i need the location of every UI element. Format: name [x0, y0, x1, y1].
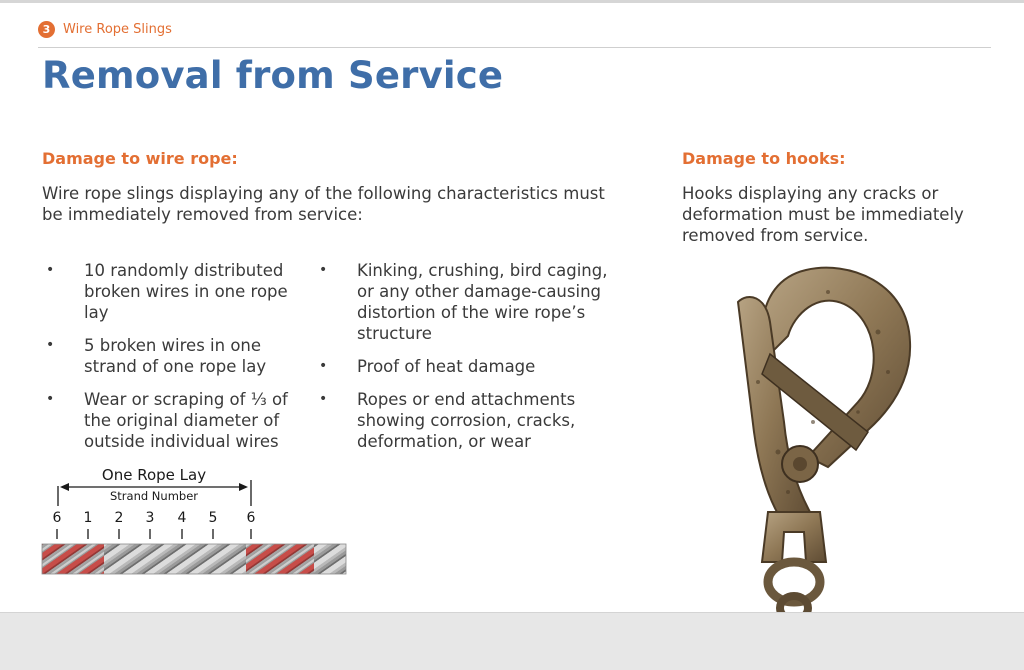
top-border	[0, 0, 1024, 3]
section-name: Wire Rope Slings	[63, 22, 172, 37]
strand-number-label: Strand Number	[109, 489, 199, 503]
damaged-hook-image	[718, 262, 928, 614]
section-number-badge: 3	[38, 21, 55, 38]
list-item: • 10 randomly distributed broken wires in one rope lay	[42, 260, 302, 323]
strand-label: 4	[177, 510, 187, 526]
header-divider	[38, 47, 991, 48]
list-item: • Kinking, crushing, bird caging, or any other damage-causing distortion of the wire rope’s structure	[315, 260, 615, 344]
hooks-heading: Damage to hooks:	[682, 149, 846, 168]
strand-label: 1	[83, 510, 93, 526]
wire-rope-intro: Wire rope slings displaying any of the following characteristics must be immediately removed from service:	[42, 184, 605, 224]
strand-label: 6	[52, 510, 62, 526]
strand-label: 6	[246, 510, 256, 526]
rope-lay-title: One Rope Lay	[101, 466, 207, 484]
strand-label: 2	[114, 510, 124, 526]
wire-rope-heading: Damage to wire rope:	[42, 149, 238, 168]
footer-bar	[0, 612, 1024, 670]
list-item: • Proof of heat damage	[315, 356, 615, 377]
strand-label: 5	[208, 510, 218, 526]
wire-rope-bullets-left	[42, 260, 302, 464]
page-title: Removal from Service	[42, 54, 504, 97]
wire-rope-bullets-right	[315, 260, 615, 464]
hooks-text: Hooks displaying any cracks or deformation must be immediately removed from service.	[682, 184, 964, 245]
breadcrumb	[38, 21, 172, 38]
list-item: • Ropes or end attachments showing corrosion, cracks, deformation, or wear	[315, 389, 615, 452]
list-item: • 5 broken wires in one strand of one rope lay	[42, 335, 302, 377]
list-item: • Wear or scraping of ⅓ of the original diameter of outside individual wires	[42, 389, 302, 452]
rope-lay-diagram	[40, 462, 352, 580]
strand-label: 3	[145, 510, 155, 526]
